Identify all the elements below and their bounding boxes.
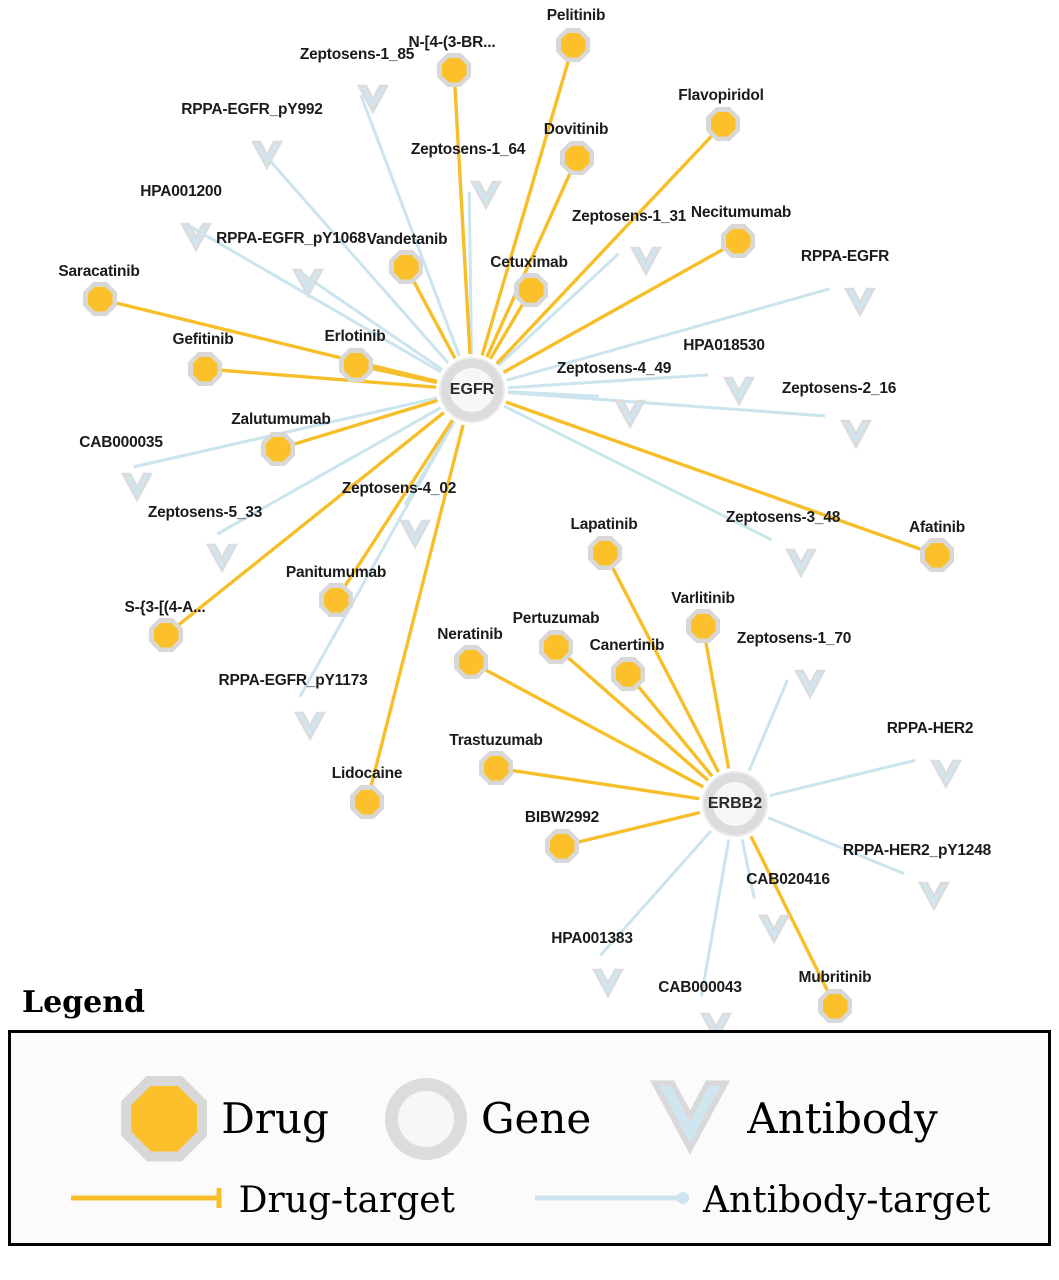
drug-octagon-icon bbox=[920, 538, 954, 572]
drug-node[interactable] bbox=[514, 273, 548, 307]
drug-octagon-icon bbox=[83, 282, 117, 316]
drug-label: Dovitinib bbox=[543, 121, 609, 138]
drug-target-edge-icon bbox=[69, 1185, 229, 1216]
drug-node[interactable] bbox=[686, 609, 720, 643]
drug-node[interactable] bbox=[706, 107, 740, 141]
antibody-label: CAB020416 bbox=[746, 871, 830, 888]
drug-label: Afatinib bbox=[908, 519, 966, 536]
antibody-label: Zeptosens-5_33 bbox=[147, 504, 263, 521]
drug-node[interactable] bbox=[545, 829, 579, 863]
drug-label: Neratinib bbox=[437, 626, 503, 643]
antibody-label: Zeptosens-2_16 bbox=[781, 380, 897, 397]
antibody-label: Zeptosens-1_70 bbox=[736, 630, 852, 647]
drug-octagon-icon bbox=[149, 618, 183, 652]
legend-item-antibody bbox=[647, 1073, 937, 1164]
drug-label: Vandetanib bbox=[366, 231, 448, 248]
drug-octagon-icon bbox=[560, 141, 594, 175]
drug-octagon-icon bbox=[319, 583, 353, 617]
antibody-label: RPPA-HER2 bbox=[886, 720, 974, 737]
legend-edge-drug-target bbox=[69, 1180, 455, 1221]
drug-node[interactable] bbox=[319, 583, 353, 617]
gene-label-erbb2: ERBB2 bbox=[707, 795, 763, 812]
drug-node[interactable] bbox=[539, 630, 573, 664]
gene-label-egfr: EGFR bbox=[449, 381, 495, 398]
drug-label: S-{3-[(4-A... bbox=[124, 599, 206, 616]
drug-label: Pelitinib bbox=[546, 7, 606, 24]
antibody-label: RPPA-EGFR_pY1173 bbox=[218, 672, 368, 689]
drug-label: Mubritinib bbox=[798, 969, 872, 986]
drug-label: N-[4-(3-BR... bbox=[408, 34, 496, 51]
drug-octagon-icon bbox=[556, 28, 590, 62]
legend-label-drug-target: Drug-target bbox=[238, 1180, 456, 1221]
drug-label: Canertinib bbox=[589, 637, 665, 654]
drug-octagon-icon bbox=[121, 1076, 207, 1162]
antibody-label: Zeptosens-4_02 bbox=[341, 480, 457, 497]
antibody-label: Zeptosens-3_48 bbox=[725, 509, 841, 526]
drug-node[interactable] bbox=[149, 618, 183, 652]
legend-title: Legend bbox=[22, 985, 146, 1020]
gene-ring-icon bbox=[385, 1078, 467, 1160]
antibody-target-edge-icon bbox=[533, 1185, 693, 1216]
legend-label-antibody: Antibody bbox=[747, 1094, 938, 1143]
legend-label-gene: Gene bbox=[480, 1094, 592, 1143]
drug-label: Zalutumumab bbox=[231, 411, 331, 428]
drug-node[interactable] bbox=[339, 348, 373, 382]
drug-octagon-icon bbox=[514, 273, 548, 307]
drug-label: Erlotinib bbox=[324, 328, 386, 345]
drug-node[interactable] bbox=[479, 751, 513, 785]
drug-node[interactable] bbox=[188, 352, 222, 386]
drug-octagon-icon bbox=[539, 630, 573, 664]
drug-octagon-icon bbox=[721, 224, 755, 258]
legend-item-drug bbox=[121, 1076, 329, 1162]
drug-node[interactable] bbox=[556, 28, 590, 62]
drug-octagon-icon bbox=[188, 352, 222, 386]
drug-node[interactable] bbox=[261, 432, 295, 466]
legend-edge-antibody-target bbox=[533, 1180, 990, 1221]
legend-item-gene bbox=[385, 1078, 591, 1160]
drug-octagon-icon bbox=[350, 785, 384, 819]
drug-label: Varlitinib bbox=[671, 590, 735, 607]
drug-node[interactable] bbox=[560, 141, 594, 175]
antibody-label: CAB000035 bbox=[79, 434, 163, 451]
drug-label: Trastuzumab bbox=[449, 732, 543, 749]
drug-label: Panitumumab bbox=[285, 564, 387, 581]
antibody-label: RPPA-EGFR_pY992 bbox=[181, 101, 323, 118]
drug-octagon-icon bbox=[545, 829, 579, 863]
drug-node[interactable] bbox=[920, 538, 954, 572]
antibody-label: RPPA-EGFR_pY1068 bbox=[216, 230, 366, 247]
drug-octagon-icon bbox=[479, 751, 513, 785]
drug-label: Lapatinib bbox=[570, 516, 638, 533]
drug-label: Cetuximab bbox=[490, 254, 568, 271]
antibody-label: Zeptosens-1_31 bbox=[571, 208, 687, 225]
antibody-label: HPA018530 bbox=[683, 337, 765, 354]
drug-label: BIBW2992 bbox=[524, 809, 600, 826]
antibody-chevron-icon bbox=[647, 1073, 733, 1164]
legend-label-drug: Drug bbox=[221, 1094, 329, 1143]
antibody-label: RPPA-EGFR bbox=[800, 248, 890, 265]
drug-node[interactable] bbox=[588, 536, 622, 570]
drug-octagon-icon bbox=[588, 536, 622, 570]
drug-label: Necitumumab bbox=[690, 204, 792, 221]
antibody-label: HPA001383 bbox=[551, 930, 633, 947]
antibody-label: Zeptosens-1_85 bbox=[299, 46, 415, 63]
drug-label: Saracatinib bbox=[58, 263, 140, 280]
drug-octagon-icon bbox=[339, 348, 373, 382]
drug-octagon-icon bbox=[454, 645, 488, 679]
drug-octagon-icon bbox=[706, 107, 740, 141]
drug-octagon-icon bbox=[611, 657, 645, 691]
antibody-label: Zeptosens-1_64 bbox=[410, 141, 526, 158]
drug-node[interactable] bbox=[83, 282, 117, 316]
drug-label: Lidocaine bbox=[331, 765, 403, 782]
legend-label-antibody-target: Antibody-target bbox=[703, 1180, 991, 1221]
drug-label: Pertuzumab bbox=[512, 610, 600, 627]
antibody-label: RPPA-HER2_pY1248 bbox=[842, 842, 992, 859]
drug-node[interactable] bbox=[611, 657, 645, 691]
antibody-label: CAB000043 bbox=[658, 979, 742, 996]
drug-node[interactable] bbox=[437, 53, 471, 87]
antibody-label: Zeptosens-4_49 bbox=[556, 360, 672, 377]
antibody-label: HPA001200 bbox=[140, 183, 222, 200]
drug-octagon-icon bbox=[437, 53, 471, 87]
drug-node[interactable] bbox=[454, 645, 488, 679]
drug-octagon-icon bbox=[389, 250, 423, 284]
legend bbox=[8, 985, 1051, 1246]
drug-octagon-icon bbox=[261, 432, 295, 466]
drug-node[interactable] bbox=[389, 250, 423, 284]
drug-label: Gefitinib bbox=[172, 331, 234, 348]
legend-box bbox=[8, 1030, 1051, 1246]
drug-octagon-icon bbox=[686, 609, 720, 643]
drug-label: Flavopiridol bbox=[678, 87, 764, 104]
drug-node[interactable] bbox=[350, 785, 384, 819]
drug-node[interactable] bbox=[721, 224, 755, 258]
